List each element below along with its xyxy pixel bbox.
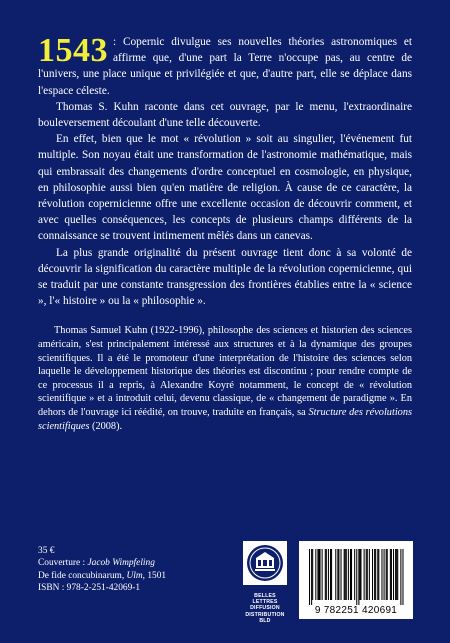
publication-info (38, 545, 166, 594)
barcode-bars-icon (299, 541, 413, 605)
cover-credit: Couverture : Jacob Wimpfeling (38, 558, 155, 569)
publisher-line-4: BLD (259, 617, 271, 624)
author-bio: Thomas Samuel Kuhn (1922-1996), philosophe des sciences et historien des sciences américain, s'est principalement intéressé aux structures et à la dynamique des groupes scientifiques. Il a été le promoteur d'une interprétation de l'histoire des sciences selon laquelle le développement historique des théories est discontinu ; pour rendre compte de ce processus il a repris, à Alexandre Koyré notamment, le concept de « révolution scientifique » et a introduit celui, devenu classique, de « changement de paradigme ». En dehors de l'ouvrage ici réédité, on trouve, traduite en français, sa Structure des révolutions scientifiques (2008). (38, 325, 412, 432)
isbn: ISBN : 978-2-251-42069-1 (38, 582, 141, 593)
blurb-paragraph-2: Thomas S. Kuhn raconte dans cet ouvrage, par le menu, l'extraordinaire bouleversement découlant d'une telle découverte. (38, 100, 412, 130)
blurb-paragraph-1: 1543 : Copernic divulgue ses nouvelles théories astronomiques et affirme que, d'une part la Terre n'occupe pas, au centre de l'univers, une place unique et privilégiée et que, d'autre part, elle se déplace dans l'espace céleste. (38, 32, 412, 97)
publisher-logo (243, 541, 287, 624)
blurb-paragraph-3: En effet, bien que le mot « révolution » soit au singulier, l'événement fut multiple. Son noyau était une transformation de l'astronomie mathématique, mais qui embrassait des changements d'ordre conceptuel en cosmologie, en physique, en philosophie aussi bien qu'en matière de religion. À cause de ce caractère, la révolution copernicienne offre une excellente occasion de découvrir comment, et avec quelles conséquences, les concepts de plusieurs champs différents de la connaissance se trouvent intimement mêlés dans un canevas. (38, 133, 412, 243)
barcode-number: 9 782251 420691 (314, 605, 398, 616)
distributor-seal-icon (243, 541, 287, 585)
price: 35 € (38, 546, 55, 556)
publisher-line-1: BELLES LETTRES (252, 593, 278, 606)
blurb-paragraph-4: La plus grande originalité du présent ouvrage tient donc à sa volonté de découvrir la signification du caractère multiple de la révolution copernicienne, qui se traduit par une constante transgression des frontières établies entre la « science », l'« histoire » ou la « philosophie ». (38, 246, 412, 308)
cover-source: De fide concubinarum, Ulm, 1501 (38, 570, 167, 581)
publisher-line-3: DISTRIBUTION (245, 611, 285, 618)
barcode (299, 541, 413, 619)
year-dropcap: 1543 (38, 32, 108, 69)
blurb (38, 34, 412, 309)
publisher-line-2: DIFFUSION (250, 605, 280, 612)
book-title: Structure des révolutions scientifiques (38, 407, 412, 432)
